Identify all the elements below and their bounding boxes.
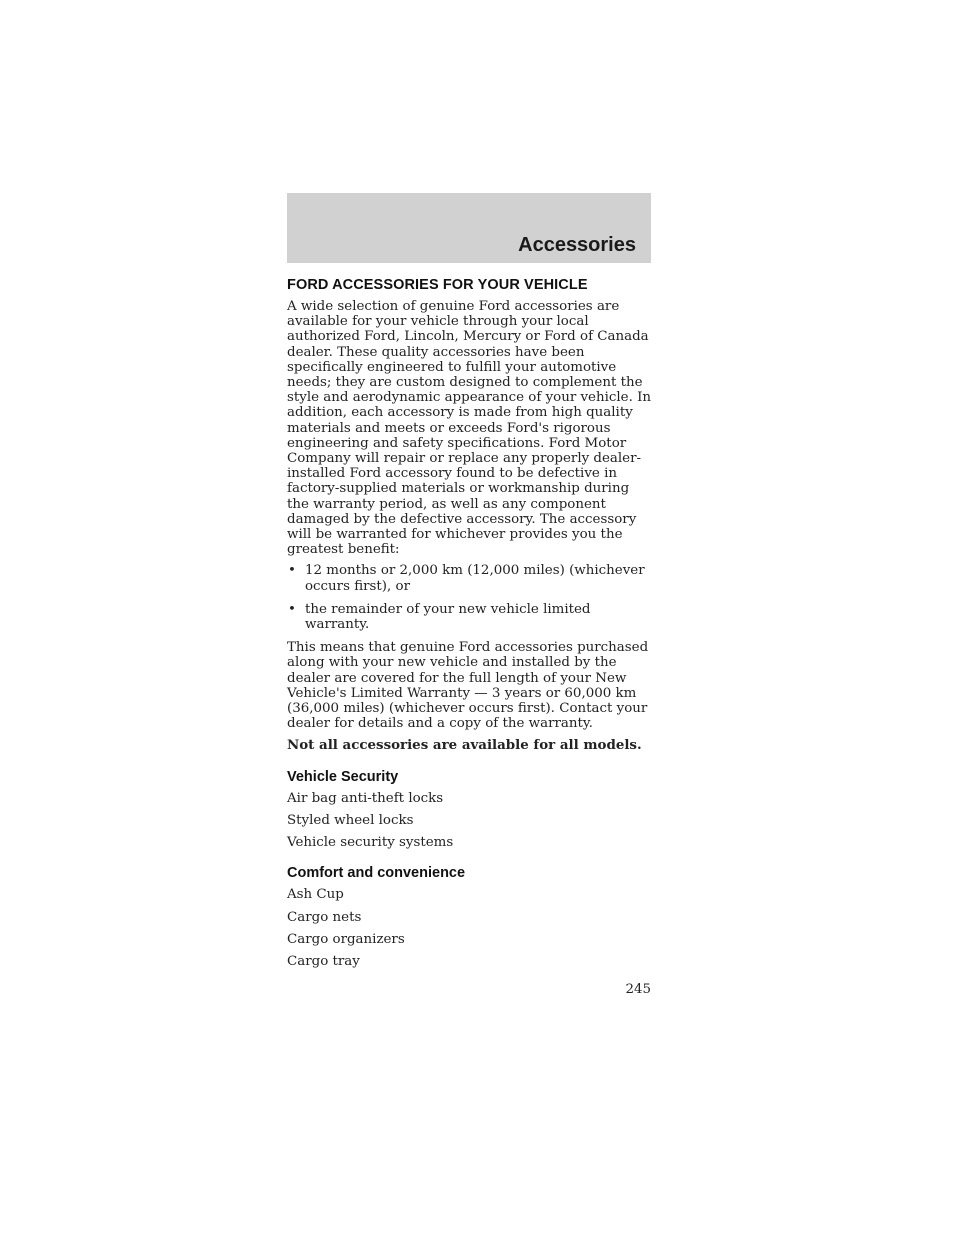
list-item — [287, 602, 653, 632]
list-item — [287, 563, 653, 593]
bullet-icon: • — [288, 563, 296, 579]
bullet-text: the remainder of your new vehicle limited warranty. — [305, 601, 591, 633]
list-item: Cargo organizers — [287, 931, 405, 947]
page-number: 245 — [625, 982, 651, 997]
bullet-text: 12 months or 2,000 km (12,000 miles) (whichever occurs first), or — [305, 563, 645, 594]
list-item: Ash Cup — [287, 887, 344, 903]
section-heading: FORD ACCESSORIES FOR YOUR VEHICLE — [287, 277, 588, 293]
chapter-title: Accessories — [518, 234, 636, 256]
vehicle-security-heading: Vehicle Security — [287, 768, 399, 785]
availability-note: Not all accessories are available for all models. — [287, 737, 642, 754]
list-item: Vehicle security systems — [287, 835, 454, 851]
comfort-heading: Comfort and convenience — [287, 865, 466, 882]
list-item: Cargo nets — [287, 909, 362, 925]
warranty-bullet-list — [287, 563, 653, 632]
coverage-paragraph: This means that genuine Ford accessories purchased along with your new vehicle and installed by the dealer are covered for the full length of your New Vehicle's Limited Warranty — 3 years or 60,000 km (36,000 miles) (whichever occurs first). Contact your dealer for details and a copy of the warranty. — [287, 640, 649, 732]
intro-paragraph: A wide selection of genuine Ford accessories are available for your vehicle through your local authorized Ford, Lincoln, Mercury or Ford of Canada dealer. These quality accessories have been specifically engineered to fulfill your automotive needs; they are custom designed to complement the style and aerodynamic appearance of your vehicle. In addition, each accessory is made from high quality materials and meets or exceeds Ford's rigorous engineering and safety specifications. Ford Motor Company will repair or replace any properly dealer-installed Ford accessory found to be defective in factory-supplied materials or workmanship during the warranty period, as well as any component damaged by the defective accessory. The accessory will be warranted for whichever provides you the greatest benefit: — [287, 299, 652, 558]
list-item: Cargo tray — [287, 953, 360, 969]
bullet-icon: • — [288, 601, 296, 617]
chapter-header-bar — [287, 193, 651, 263]
page-content — [287, 276, 653, 976]
list-item: Styled wheel locks — [287, 812, 414, 828]
list-item: Air bag anti-theft locks — [287, 790, 444, 806]
